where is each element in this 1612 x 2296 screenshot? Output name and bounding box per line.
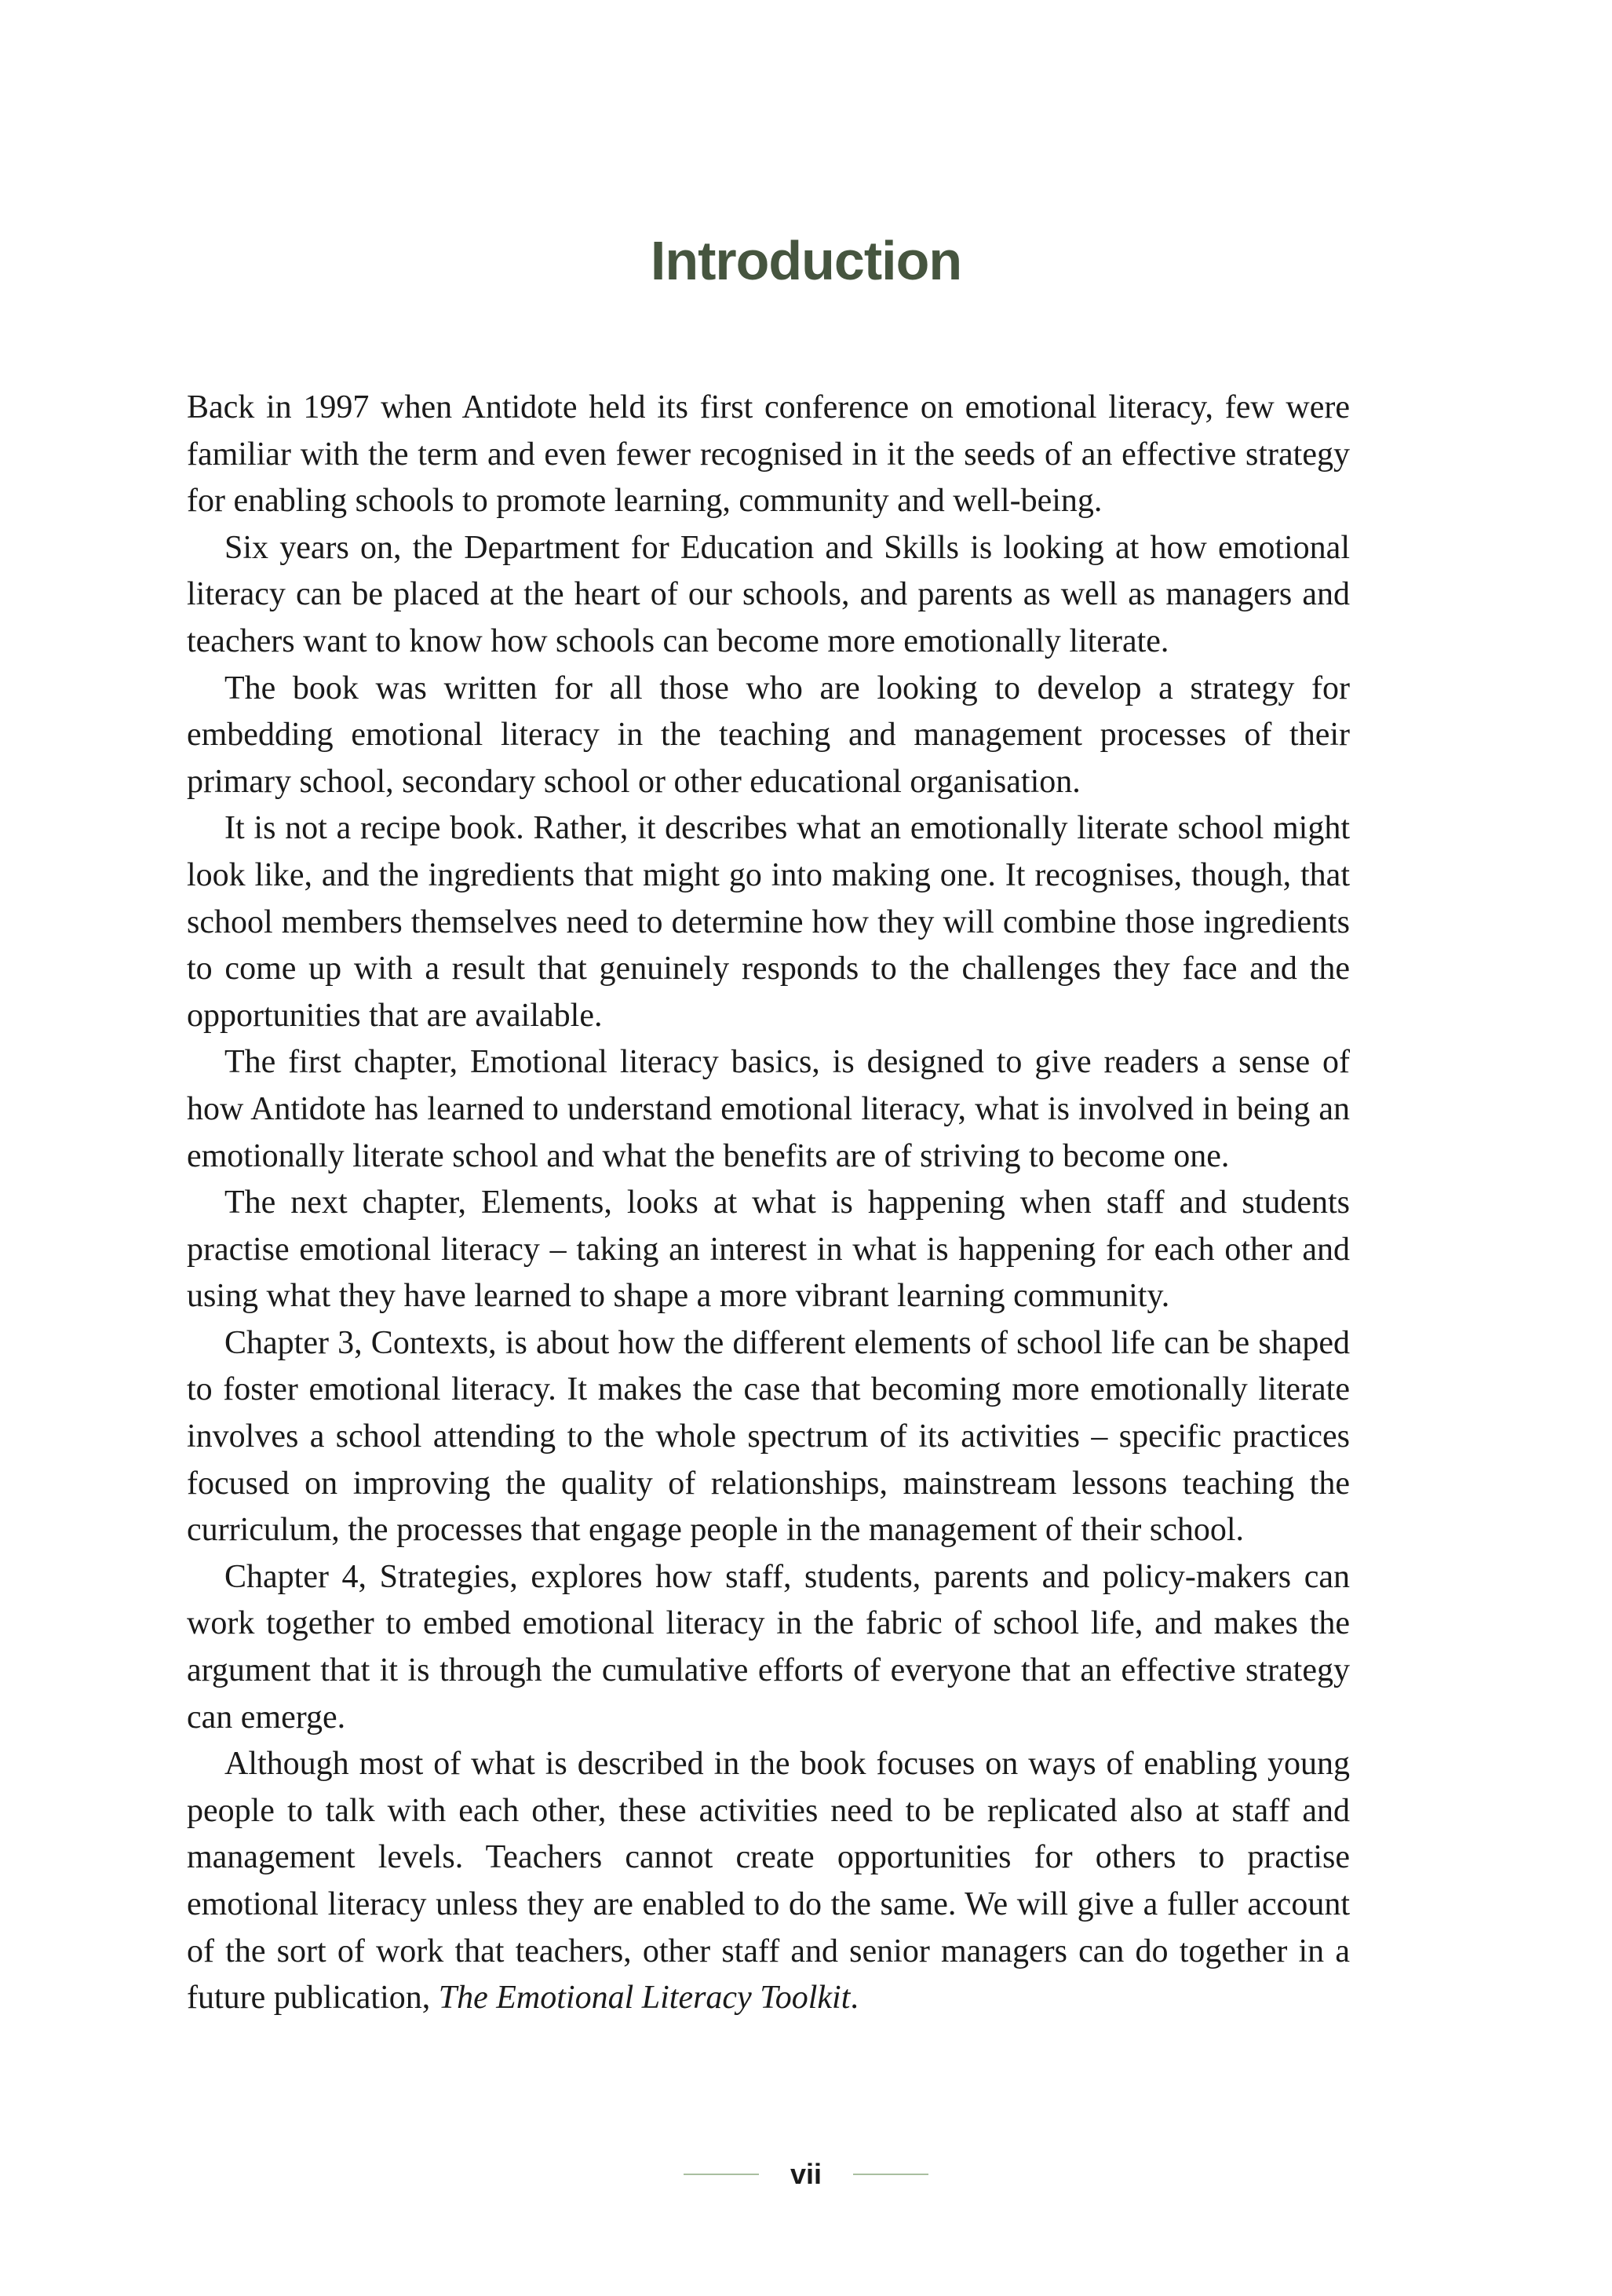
paragraph-5: The first chapter, Emotional literacy basics, is designed to give readers a sense of how Antidote has learned to understand emotional literacy, what is involved in being an emotionally literate school and what the benefits are of striving to become one. [187, 1044, 1350, 1174]
paragraph-7: Chapter 3, Contexts, is about how the different elements of school life can be shaped to foster emotional literacy. It makes the case that becoming more emotionally literate involves a school attending to the whole spectrum of its activities – specific practices focused on improving the quality of relationships, mainstream lessons teaching the curriculum, the processes that engage people in the management of their school. [187, 1324, 1350, 1549]
paragraph-8: Chapter 4, Strategies, explores how staff, students, parents and policy-makers can work together to embed emotional literacy in the fabric of school life, and makes the argument that it is through the cumulative efforts of everyone that an effective strategy can emerge. [187, 1558, 1350, 1736]
footer-rule-right [853, 2174, 928, 2175]
book-title-italic: The Emotional Literacy Toolkit [438, 1980, 851, 2017]
page-title: Introduction [650, 230, 962, 291]
paragraph-4: It is not a recipe book. Rather, it describes what an emotionally literate school might look like, and the ingredients that might go into making one. It recognises, though, that school members themselves need to determine how they will combine those ingredients to come up with a result that genuinely responds to the challenges they face and the opportunities that are available. [187, 810, 1350, 1034]
paragraph-9-text: Although most of what is described in the book focuses on ways of enabling young people to talk with each other, these activities need to be replicated also at staff and management levels. Teachers cannot create opportunities for others to practise emotional literacy unless they are enabled to do the same. We will give a fuller account of the sort of work that teachers, other staff and senior managers can do together in a future publication, [187, 1746, 1350, 2017]
page-footer [0, 2151, 1612, 2198]
paragraph-2: Six years on, the Department for Education and Skills is looking at how emotional literacy can be placed at the heart of our schools, and parents as well as managers and teachers want to know how schools can become more emotionally literate. [187, 529, 1350, 659]
footer-rule-left [684, 2174, 759, 2175]
body-text [187, 385, 1350, 2022]
page-number: vii [790, 2158, 822, 2190]
paragraph-9 [187, 1741, 1350, 2022]
paragraph-9-end: . [850, 1980, 859, 2017]
paragraph-6: The next chapter, Elements, looks at what is happening when staff and students practise emotional literacy – taking an interest in what is happening for each other and using what they have learned to shape a more vibrant learning community. [187, 1185, 1350, 1315]
paragraph-3: The book was written for all those who are looking to develop a strategy for embedding emotional literacy in the teaching and management processes of their primary school, secondary school or other educational organisation. [187, 670, 1350, 800]
paragraph-1: Back in 1997 when Antidote held its first conference on emotional literacy, few were familiar with the term and even fewer recognised in it the seeds of an effective strategy for enabling schools to promote learning, community and well-being. [187, 389, 1350, 520]
